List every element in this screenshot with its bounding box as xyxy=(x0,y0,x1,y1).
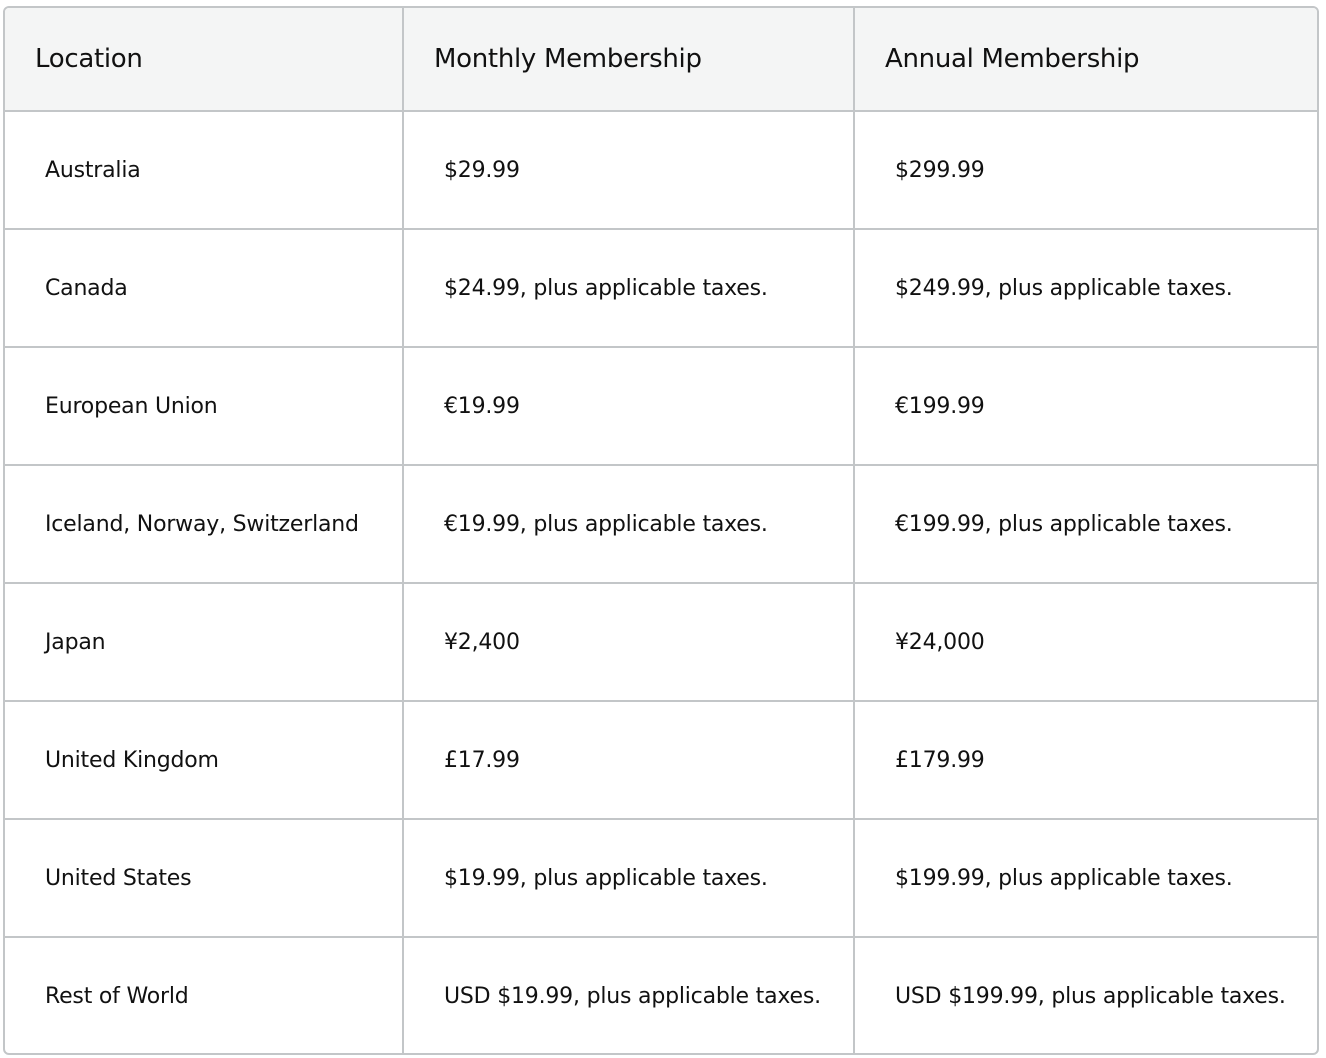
table-row xyxy=(5,465,1317,583)
table-row xyxy=(5,701,1317,819)
location-cell: United Kingdom xyxy=(5,701,403,819)
location-cell: Rest of World xyxy=(5,937,403,1055)
header-monthly-membership: Monthly Membership xyxy=(403,8,854,111)
annual-price-cell: ¥24,000 xyxy=(854,583,1317,701)
location-cell: Iceland, Norway, Switzerland xyxy=(5,465,403,583)
location-cell: United States xyxy=(5,819,403,937)
annual-price-cell: €199.99, plus applicable taxes. xyxy=(854,465,1317,583)
pricing-table xyxy=(5,8,1317,1055)
monthly-price-cell: €19.99 xyxy=(403,347,854,465)
annual-price-cell: USD $199.99, plus applicable taxes. xyxy=(854,937,1317,1055)
header-location: Location xyxy=(5,8,403,111)
monthly-price-cell: USD $19.99, plus applicable taxes. xyxy=(403,937,854,1055)
location-cell: Australia xyxy=(5,111,403,229)
location-cell: Canada xyxy=(5,229,403,347)
table-row xyxy=(5,229,1317,347)
monthly-price-cell: €19.99, plus applicable taxes. xyxy=(403,465,854,583)
table-row xyxy=(5,347,1317,465)
monthly-price-cell: $24.99, plus applicable taxes. xyxy=(403,229,854,347)
annual-price-cell: $249.99, plus applicable taxes. xyxy=(854,229,1317,347)
monthly-price-cell: $19.99, plus applicable taxes. xyxy=(403,819,854,937)
header-annual-membership: Annual Membership xyxy=(854,8,1317,111)
annual-price-cell: £179.99 xyxy=(854,701,1317,819)
annual-price-cell: $299.99 xyxy=(854,111,1317,229)
table-row xyxy=(5,819,1317,937)
table-row xyxy=(5,111,1317,229)
table-header-row xyxy=(5,8,1317,111)
monthly-price-cell: £17.99 xyxy=(403,701,854,819)
location-cell: European Union xyxy=(5,347,403,465)
annual-price-cell: $199.99, plus applicable taxes. xyxy=(854,819,1317,937)
monthly-price-cell: ¥2,400 xyxy=(403,583,854,701)
location-cell: Japan xyxy=(5,583,403,701)
table-row xyxy=(5,583,1317,701)
monthly-price-cell: $29.99 xyxy=(403,111,854,229)
membership-pricing-table xyxy=(3,6,1319,1055)
annual-price-cell: €199.99 xyxy=(854,347,1317,465)
table-row xyxy=(5,937,1317,1055)
